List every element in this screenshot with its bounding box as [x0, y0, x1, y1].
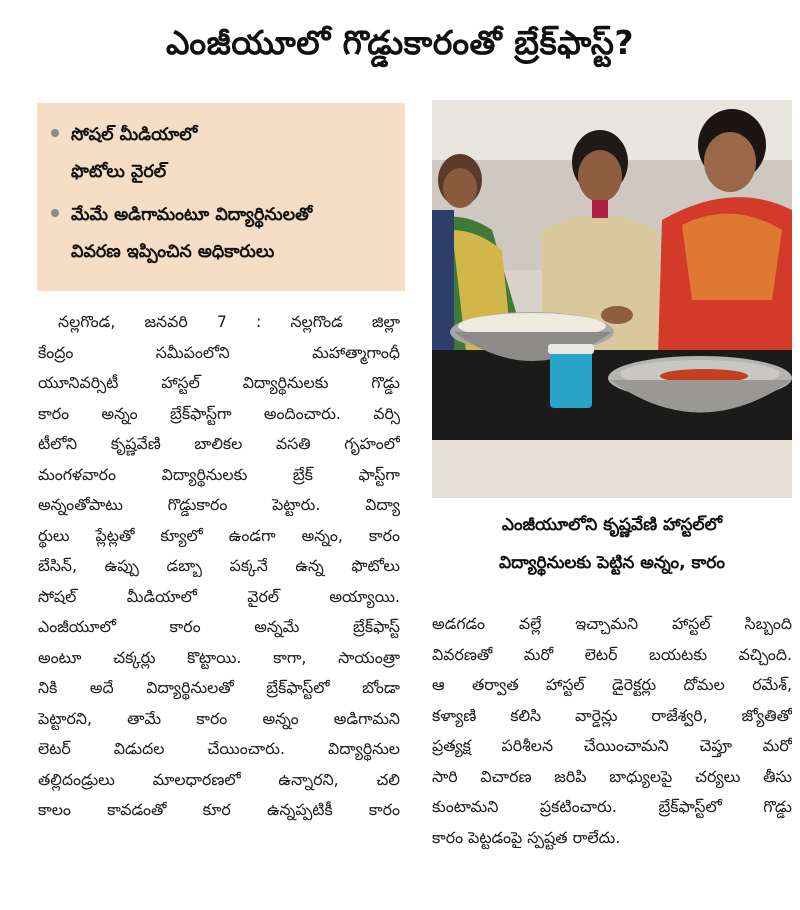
article-line: ర్థులు ప్లేట్లతో క్యూలో ఉండగా అన్నం, కారం [38, 525, 400, 545]
article-line: బేసిన్‌, ఉప్పు డబ్బా పక్కనే ఉన్న ఫొటోలు [38, 556, 400, 575]
article-line: సారి విచారణ జరిపి బాధ్యులపై చర్యలు తీసు [432, 766, 792, 786]
article-column-1 [38, 307, 400, 826]
article-line: పెట్టారని, తామే కారం అన్నం అడిగామని [38, 708, 400, 728]
article-line: అన్నంతోపాటు గొడ్డుకారం పెట్టారు. విద్యా [38, 495, 400, 514]
article-line: కళ్యాణి కలిసి వార్డెన్లు రాజేశ్వరి, జ్యోతితో [432, 705, 792, 725]
article-line: కారం అన్నం బ్రేక్‌ఫాస్ట్‌గా అందించారు. వర్సి [38, 403, 400, 423]
highlights-box [37, 103, 405, 291]
article-line: ఆ తర్వాత హాస్టల్‌ డైరెక్టర్లు దోమల రమేశ్‌, [432, 675, 792, 694]
article-line: కారం పెట్టడంపై స్పష్టత రాలేదు. [432, 827, 621, 847]
headline: ఎంజీయూలో గొడ్డుకారంతో బ్రేక్‌ఫాస్ట్‌? [165, 22, 635, 62]
highlight-text: మేమే అడిగామంటూ విద్యార్థినులతో వివరణ ఇప్పించిన అధికారులు [71, 205, 313, 262]
photo-kitchen-serving-icon [432, 100, 792, 498]
highlight-item [51, 197, 395, 271]
article-line: నల్లగొండ, జనవరి 7 : నల్లగొండ జిల్లా [58, 312, 400, 331]
highlight-item [51, 117, 395, 191]
article-line: యూనివర్సిటీ హాస్టల్‌ విద్యార్థినులకు గొడ్డు [38, 373, 400, 392]
article-line: కేంద్రం సమీపంలోని మహాత్మాగాంధీ [38, 342, 400, 362]
article-line: నికి అదే విద్యార్థినులతో బ్రేక్‌ఫాస్ట్‌లో బోండా [38, 678, 400, 697]
article-line: తల్లిదండ్రులు మాలధారణలో ఉన్నారని, చలి [38, 769, 400, 789]
article-line: కాలం కావడంతో కూర ఉన్నప్పటికీ కారం [38, 800, 400, 819]
article-line: సోషల్‌ మీడియాలో వైరల్‌ అయ్యాయి. [38, 586, 400, 606]
news-photo [432, 100, 792, 498]
highlight-text: సోషల్‌ మీడియాలో ఫొటోలు వైరల్‌ [71, 125, 198, 182]
article-line: టీలోని కృష్ణవేణి బాలికల వసతి గృహంలో [38, 434, 400, 453]
article-line: లెటర్‌ విడుదల చేయించారు. విద్యార్థినుల [38, 739, 400, 758]
article-line: ఎంజీయూలో కారం అన్నమే బ్రేక్‌ఫాస్ట్‌ [38, 617, 400, 636]
article-line: కుంటామని ప్రకటించారు. బ్రేక్‌ఫాస్ట్‌లో గొడ్డు [432, 797, 792, 816]
article-line: అడగడం వల్లే ఇచ్చామని హాస్టల్‌ సిబ్బంది [432, 614, 792, 633]
article-column-2 [432, 609, 792, 853]
bullet-icon [51, 209, 59, 217]
bullet-icon [51, 129, 59, 137]
photo-caption: ఎంజీయూలోని కృష్ణవేణి హాస్టల్‌లో విద్యార్థినులకు పెట్టిన అన్నం, కారం [498, 515, 725, 573]
article-line: అంటూ చక్కర్లు కొట్టాయి. కాగా, సాయంత్రా [38, 647, 400, 667]
article-line: మంగళవారం విద్యార్థినులకు బ్రేక్‌ ఫాస్ట్‌గా [38, 464, 400, 484]
article-line: వివరణతో మరో లెటర్‌ బయటకు వచ్చింది. [432, 644, 792, 664]
article-line: ప్రత్యక్ష పరిశీలన చేయించామని చెప్తూ మరో [432, 736, 792, 755]
